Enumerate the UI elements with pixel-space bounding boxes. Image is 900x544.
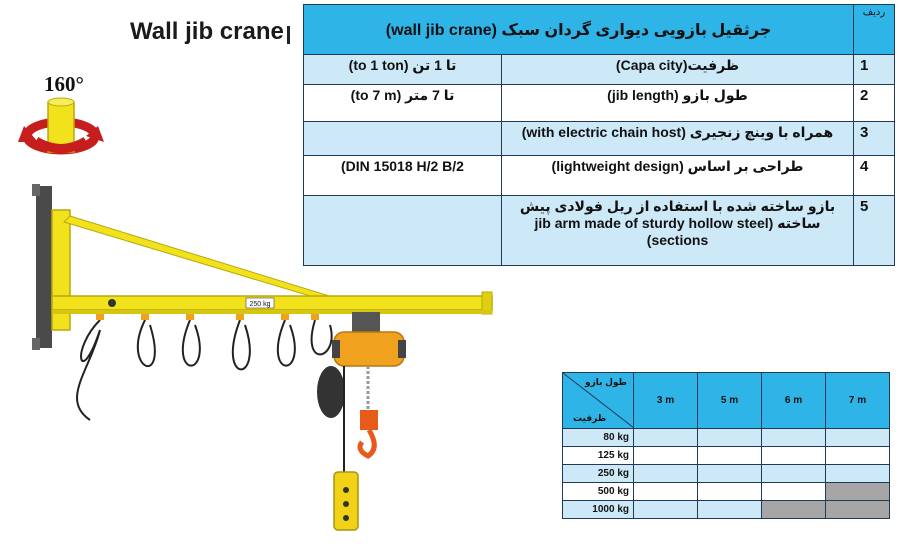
column-header: 6 m [762, 373, 826, 429]
matrix-cell [634, 465, 698, 483]
matrix-cell-unavailable [762, 501, 826, 519]
load-label: 1000 kg [563, 501, 634, 519]
capacity-label: ظرفیت [573, 413, 607, 423]
matrix-cell [826, 429, 890, 447]
table-row [563, 429, 890, 447]
title-divider [287, 26, 290, 44]
table-row [563, 465, 890, 483]
spec-value: تا 1 تن (to 1 ton) [304, 55, 502, 85]
spec-description: طراحی بر اساس (lightweight design) [502, 156, 854, 196]
matrix-cell [698, 501, 762, 519]
spec-description: بازو ساخته شده با استفاده از ریل فولادی پیش ساخته (jib arm made of sturdy hollow steel sections) [502, 196, 854, 266]
boom-capacity-label: 250 kg [249, 301, 271, 308]
load-label: 250 kg [563, 465, 634, 483]
spec-row-number: 3 [854, 122, 895, 156]
spec-row-number: 5 [854, 196, 895, 266]
spec-description: ظرفیت(Capa city) [502, 55, 854, 85]
matrix-cell [634, 429, 698, 447]
trolley [352, 312, 380, 334]
table-row [563, 501, 890, 519]
table-row [563, 483, 890, 501]
spec-description: طول بازو (jib length) [502, 85, 854, 122]
spec-row-number: 2 [854, 85, 895, 122]
table-row [304, 156, 895, 196]
spec-value [304, 122, 502, 156]
column-header: 7 m [826, 373, 890, 429]
matrix-cell [698, 447, 762, 465]
chain-bag [317, 366, 345, 418]
wall-plate [36, 186, 52, 348]
matrix-cell [634, 501, 698, 519]
tie-rod [64, 216, 336, 302]
hook [360, 430, 374, 456]
capacity-table-corner [563, 373, 634, 429]
column-header: 3 m [634, 373, 698, 429]
page-title: Wall jib crane [130, 18, 284, 45]
matrix-cell [762, 429, 826, 447]
matrix-cell [634, 483, 698, 501]
table-row [304, 196, 895, 266]
table-row [304, 85, 895, 122]
matrix-cell [762, 465, 826, 483]
spec-row-number: 1 [854, 55, 895, 85]
table-row [563, 447, 890, 465]
spec-description: همراه با وینچ زنجیری (with electric chain host) [502, 122, 854, 156]
rotation-icon [16, 96, 106, 162]
jib-length-label: طول بازو [585, 377, 627, 387]
spec-value: تا 7 متر (to 7 m) [304, 85, 502, 122]
load-label: 500 kg [563, 483, 634, 501]
spec-value: (DIN 15018 H/2 B/2 [304, 156, 502, 196]
spec-value [304, 196, 502, 266]
matrix-cell [698, 483, 762, 501]
matrix-cell-unavailable [826, 501, 890, 519]
table-row [304, 55, 895, 85]
load-label: 80 kg [563, 429, 634, 447]
matrix-cell [698, 465, 762, 483]
matrix-cell [634, 447, 698, 465]
matrix-cell [826, 465, 890, 483]
specification-table [303, 4, 895, 266]
spec-table-num-header: ردیف [854, 5, 895, 55]
table-row [304, 122, 895, 156]
matrix-cell [762, 447, 826, 465]
matrix-cell [698, 429, 762, 447]
load-label: 125 kg [563, 447, 634, 465]
festoon-cable [77, 320, 332, 420]
matrix-cell [826, 447, 890, 465]
rotation-label: 160° [44, 72, 84, 96]
chain-hoist [334, 332, 404, 366]
matrix-cell [762, 483, 826, 501]
spec-row-number: 4 [854, 156, 895, 196]
capacity-table [562, 372, 890, 519]
column-header: 5 m [698, 373, 762, 429]
spec-table-title: جرثقیل بازویی دیواری گردان سبک (wall jib crane) [304, 5, 854, 55]
matrix-cell-unavailable [826, 483, 890, 501]
